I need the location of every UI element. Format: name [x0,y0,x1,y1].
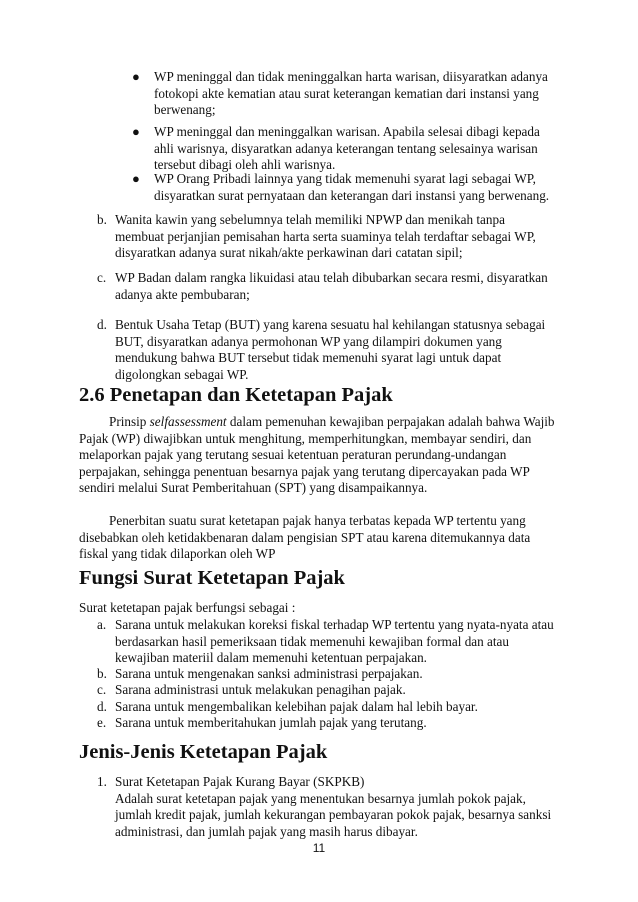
bullet-item [132,124,554,174]
list-marker: a. [97,617,107,632]
list-item-text: Adalah surat ketetapan pajak yang menentukan besarnya jumlah pokok pajak, jumlah kredit pajak, jumlah kekurangan pembayaran pokok pajak, besarnya sanksi administrasi, dan jumlah pajak yang masih harus dibayar. [115,790,552,839]
list-item-title: Surat Ketetapan Pajak Kurang Bayar (SKPKB) [115,774,365,789]
section-heading: Fungsi Surat Ketetapan Pajak [79,567,345,589]
list-marker: 1. [97,774,107,789]
bullet-icon: ● [132,171,140,186]
section-heading: 2.6 Penetapan dan Ketetapan Pajak [79,384,393,406]
condition-text: Bentuk Usaha Tetap (BUT) yang karena sesuatu hal kehilangan statusnya sebagai BUT, disyaratkan adanya permohonan WP yang dilampiri dokumen yang mendukung bahwa BUT tersebut tidak memenuhi syarat lagi untuk dapat digolongkan sebagai WP. [115,317,546,382]
bullet-icon: ● [132,124,140,139]
list-item [97,699,562,716]
bullet-text: WP meninggal dan tidak meninggalkan harta warisan, diisyaratkan adanya fotokopi akte kematian atau surat keterangan kematian dari instansi yang berwenang; [154,69,548,117]
list-item [97,682,562,699]
list-marker: d. [97,699,107,714]
paragraph: Surat ketetapan pajak berfungsi sebagai : [79,600,296,615]
list-item-text: Sarana untuk mengembalikan kelebihan pajak dalam hal lebih bayar. [115,699,478,714]
list-item [97,774,562,840]
condition-text: Wanita kawin yang sebelumnya telah memiliki NPWP dan menikah tanpa membuat perjanjian pemisahan harta serta suaminya telah terdaftar sebagai WP, disyaratkan adanya surat nikah/akte perkawinan dari catatan sipil; [115,212,536,260]
list-marker: b. [97,666,107,681]
list-marker: d. [97,317,107,332]
section-heading: Jenis-Jenis Ketetapan Pajak [79,741,328,763]
list-item-text: Sarana untuk memberitahukan jumlah pajak yang terutang. [115,715,427,730]
list-item-text: Sarana untuk melakukan koreksi fiskal terhadap WP tertentu yang nyata-nyata atau berdasarkan hasil pemeriksaan tidak memenuhi kewajiban formal dan atau kewajiban materiil dalam memenuhi ketentuan perpajakan. [115,617,554,665]
italic-term: selfassessment [149,414,227,429]
list-item-text: Sarana untuk mengenakan sanksi administrasi perpajakan. [115,666,423,681]
page-number: 11 [312,841,326,855]
condition-text: WP Badan dalam rangka likuidasi atau telah dibubarkan secara resmi, disyaratkan adanya akte pembubaran; [115,270,548,302]
paragraph: Prinsip selfassessment dalam pemenuhan kewajiban perpajakan adalah bahwa Wajib Pajak (WP) diwajibkan untuk menghitung, memperhitungkan, membayar sendiri, dan melaporkan pajak yang terutang sesuai ketentuan peraturan perundang-undangan perpajakan, sehingga penentuan besarnya pajak yang terutang dipercayakan pada WP sendiri melalui Surat Pemberitahuan (SPT) yang disampaikannya. [79,414,555,495]
list-marker: e. [97,715,107,730]
bullet-item [132,171,554,204]
paragraph: Penerbitan suatu surat ketetapan pajak hanya terbatas kepada WP tertentu yang disebabkan oleh ketidakbenaran dalam pengisian SPT atau karena ditemukannya data fiskal yang tidak dilaporkan oleh WP [79,513,531,561]
condition-item [97,212,555,262]
list-item [97,715,562,732]
list-item [97,617,562,667]
list-marker: c. [97,270,107,285]
list-marker: b. [97,212,107,227]
bullet-item [132,69,554,119]
bullet-icon: ● [132,69,140,84]
bullet-text: WP meninggal dan meninggalkan warisan. Apabila selesai dibagi kepada ahli warisnya, disyaratkan adanya keterangan tentang selesainya warisan tersebut dibagi oleh ahli warisnya. [154,124,540,172]
condition-item [97,317,555,383]
list-marker: c. [97,682,107,697]
list-item [97,666,562,683]
list-item-text: Sarana administrasi untuk melakukan penagihan pajak. [115,682,406,697]
condition-item [97,270,555,303]
bullet-text: WP Orang Pribadi lainnya yang tidak memenuhi syarat lagi sebagai WP, disyaratkan surat pernyataan dan keterangan dari instansi yang berwenang. [154,171,550,203]
